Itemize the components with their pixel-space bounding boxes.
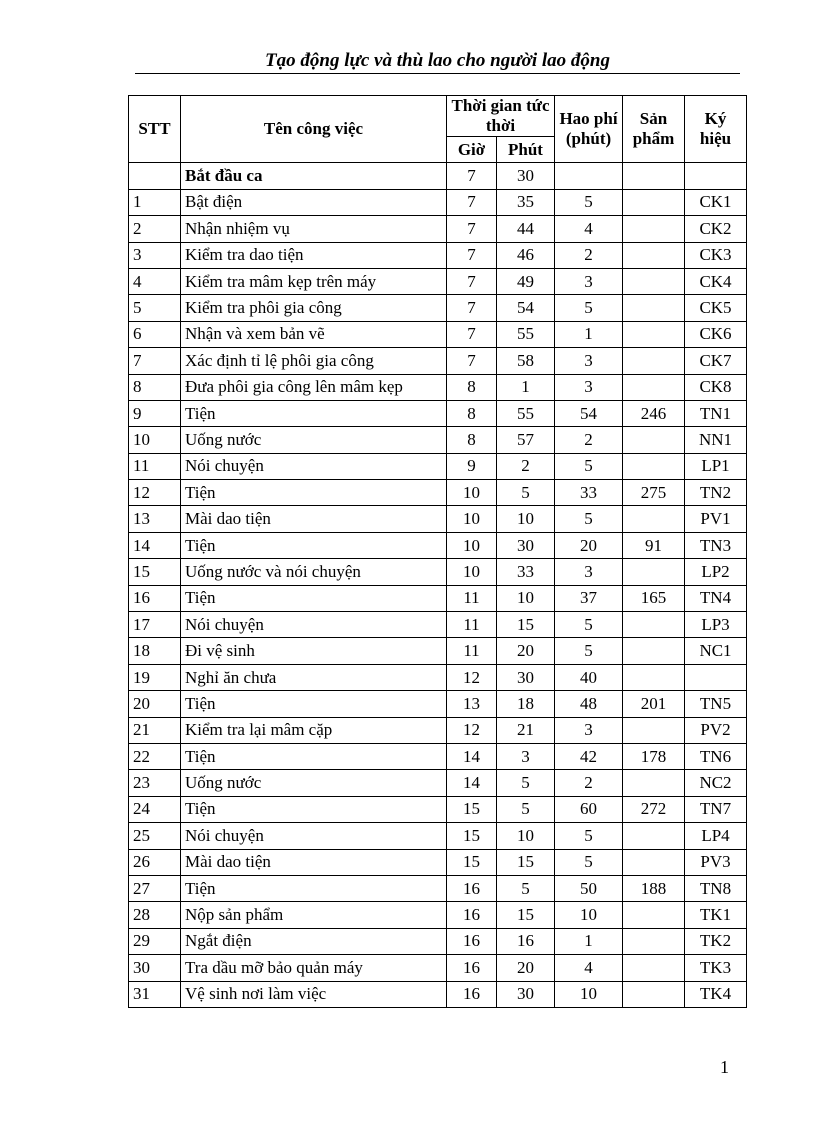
cell-product [623,348,685,374]
table-row [129,242,747,268]
cell-code [685,163,747,189]
table-row [129,823,747,849]
cell-hour: 16 [447,902,497,928]
cell-hour: 11 [447,585,497,611]
cell-code: CK2 [685,216,747,242]
cell-task: Tiện [181,796,447,822]
cell-cost: 50 [555,875,623,901]
cell-hour: 8 [447,427,497,453]
cell-minute: 54 [497,295,555,321]
cell-minute: 5 [497,875,555,901]
cell-code: LP3 [685,612,747,638]
cell-minute: 30 [497,532,555,558]
cell-hour: 13 [447,691,497,717]
table-row [129,796,747,822]
table-row [129,902,747,928]
cell-product [623,664,685,690]
cell-code: TN6 [685,743,747,769]
table-row [129,268,747,294]
cell-code: NN1 [685,427,747,453]
cell-code: CK5 [685,295,747,321]
cell-stt: 25 [129,823,181,849]
cell-task: Uống nước và nói chuyện [181,559,447,585]
cell-minute: 10 [497,506,555,532]
page-number: 1 [720,1057,729,1077]
header-divider [135,73,740,74]
header-row-1 [129,96,747,137]
cell-code: TK4 [685,981,747,1007]
cell-hour: 7 [447,348,497,374]
cell-task: Tra dầu mỡ bảo quản máy [181,955,447,981]
cell-minute: 2 [497,453,555,479]
cell-minute: 16 [497,928,555,954]
cell-hour: 7 [447,321,497,347]
cell-hour: 16 [447,875,497,901]
cell-hour: 10 [447,532,497,558]
cell-task: Nghỉ ăn chưa [181,664,447,690]
cell-hour: 16 [447,955,497,981]
cell-task: Xác định tỉ lệ phôi gia công [181,348,447,374]
cell-code: LP4 [685,823,747,849]
cell-product [623,216,685,242]
cell-minute: 20 [497,955,555,981]
cell-cost [555,163,623,189]
cell-task: Đi vệ sinh [181,638,447,664]
cell-code: TN8 [685,875,747,901]
cell-product [623,189,685,215]
cell-minute: 5 [497,796,555,822]
header-time-group: Thời gian tức thời [447,96,555,137]
table-header [129,96,747,163]
cell-code: TN7 [685,796,747,822]
cell-code: TN5 [685,691,747,717]
cell-code: TN1 [685,400,747,426]
cell-minute: 3 [497,743,555,769]
cell-cost: 5 [555,506,623,532]
cell-task: Tiện [181,585,447,611]
table-row [129,295,747,321]
cell-stt: 3 [129,242,181,268]
cell-product: 272 [623,796,685,822]
cell-hour: 12 [447,664,497,690]
page-header-title: Tạo động lực và thù lao cho người lao động [265,50,610,71]
cell-stt: 30 [129,955,181,981]
cell-task: Nói chuyện [181,453,447,479]
cell-product [623,506,685,532]
cell-stt: 15 [129,559,181,585]
cell-product: 188 [623,875,685,901]
cell-cost: 5 [555,849,623,875]
header-task-name: Tên công việc [181,96,447,163]
table-row [129,374,747,400]
cell-task: Bật điện [181,189,447,215]
cell-code: PV2 [685,717,747,743]
work-time-table [128,95,747,1008]
cell-code: LP1 [685,453,747,479]
cell-stt: 19 [129,664,181,690]
cell-cost: 5 [555,295,623,321]
table-row [129,717,747,743]
cell-code: NC2 [685,770,747,796]
cell-stt [129,163,181,189]
table-row [129,189,747,215]
cell-product [623,268,685,294]
cell-task: Vệ sinh nơi làm việc [181,981,447,1007]
cell-minute: 57 [497,427,555,453]
cell-stt: 14 [129,532,181,558]
cell-stt: 29 [129,928,181,954]
cell-minute: 30 [497,664,555,690]
cell-stt: 13 [129,506,181,532]
cell-cost: 5 [555,612,623,638]
cell-code [685,664,747,690]
cell-task: Kiểm tra dao tiện [181,242,447,268]
cell-minute: 1 [497,374,555,400]
cell-code: LP2 [685,559,747,585]
cell-code: CK3 [685,242,747,268]
cell-cost: 4 [555,955,623,981]
cell-cost: 2 [555,242,623,268]
cell-code: NC1 [685,638,747,664]
cell-minute: 18 [497,691,555,717]
cell-cost: 5 [555,453,623,479]
cell-cost: 60 [555,796,623,822]
cell-product [623,717,685,743]
cell-stt: 22 [129,743,181,769]
cell-stt: 9 [129,400,181,426]
cell-task: Kiểm tra mâm kẹp trên máy [181,268,447,294]
cell-code: TN3 [685,532,747,558]
cell-product: 201 [623,691,685,717]
table-row [129,981,747,1007]
cell-minute: 15 [497,612,555,638]
cell-task: Tiện [181,691,447,717]
cell-cost: 40 [555,664,623,690]
cell-cost: 48 [555,691,623,717]
cell-minute: 15 [497,849,555,875]
cell-task: Uống nước [181,427,447,453]
header-code: Ký hiệu [685,96,747,163]
cell-product [623,427,685,453]
cell-stt: 11 [129,453,181,479]
cell-product: 165 [623,585,685,611]
table-row [129,453,747,479]
cell-minute: 5 [497,770,555,796]
cell-stt: 7 [129,348,181,374]
table-row [129,400,747,426]
cell-task: Nói chuyện [181,612,447,638]
cell-task: Tiện [181,532,447,558]
cell-hour: 14 [447,770,497,796]
cell-product [623,823,685,849]
cell-task: Tiện [181,743,447,769]
cell-hour: 10 [447,480,497,506]
cell-cost: 10 [555,902,623,928]
cell-stt: 4 [129,268,181,294]
cell-task: Đưa phôi gia công lên mâm kẹp [181,374,447,400]
cell-cost: 5 [555,823,623,849]
cell-cost: 3 [555,348,623,374]
cell-product [623,955,685,981]
cell-code: CK6 [685,321,747,347]
cell-task: Nói chuyện [181,823,447,849]
cell-product [623,770,685,796]
cell-hour: 15 [447,796,497,822]
cell-stt: 6 [129,321,181,347]
cell-code: TK1 [685,902,747,928]
cell-task: Ngắt điện [181,928,447,954]
cell-minute: 55 [497,400,555,426]
cell-hour: 11 [447,638,497,664]
cell-cost: 42 [555,743,623,769]
cell-hour: 15 [447,823,497,849]
cell-task: Tiện [181,400,447,426]
cell-hour: 7 [447,295,497,321]
cell-hour: 7 [447,163,497,189]
cell-cost: 1 [555,321,623,347]
cell-cost: 3 [555,374,623,400]
cell-cost: 5 [555,638,623,664]
cell-product [623,638,685,664]
table-row [129,770,747,796]
table-row [129,955,747,981]
table-row [129,216,747,242]
cell-product [623,981,685,1007]
cell-minute: 10 [497,823,555,849]
cell-minute: 46 [497,242,555,268]
cell-hour: 15 [447,849,497,875]
cell-hour: 7 [447,189,497,215]
cell-minute: 49 [497,268,555,294]
table-row [129,928,747,954]
cell-minute: 5 [497,480,555,506]
cell-stt: 10 [129,427,181,453]
cell-code: PV1 [685,506,747,532]
cell-hour: 14 [447,743,497,769]
cell-minute: 30 [497,981,555,1007]
table-row [129,875,747,901]
header-hour: Giờ [447,137,497,163]
cell-product [623,453,685,479]
table-row [129,506,747,532]
table-row [129,638,747,664]
cell-stt: 16 [129,585,181,611]
cell-cost: 2 [555,770,623,796]
cell-cost: 33 [555,480,623,506]
cell-cost: 37 [555,585,623,611]
cell-hour: 10 [447,506,497,532]
header-minute: Phút [497,137,555,163]
cell-minute: 10 [497,585,555,611]
cell-task: Uống nước [181,770,447,796]
cell-task: Bắt đầu ca [181,163,447,189]
cell-stt: 2 [129,216,181,242]
cell-cost: 3 [555,268,623,294]
cell-code: PV3 [685,849,747,875]
cell-code: TK3 [685,955,747,981]
table-row [129,348,747,374]
cell-product [623,902,685,928]
cell-stt: 31 [129,981,181,1007]
cell-hour: 8 [447,374,497,400]
table-row [129,585,747,611]
cell-task: Nhận và xem bản vẽ [181,321,447,347]
cell-minute: 30 [497,163,555,189]
cell-cost: 3 [555,559,623,585]
cell-product [623,928,685,954]
table-row [129,612,747,638]
cell-code: CK7 [685,348,747,374]
cell-cost: 54 [555,400,623,426]
cell-product: 91 [623,532,685,558]
header-product: Sản phẩm [623,96,685,163]
table-row [129,321,747,347]
cell-code: TK2 [685,928,747,954]
cell-stt: 5 [129,295,181,321]
table-row [129,743,747,769]
cell-hour: 16 [447,928,497,954]
cell-product: 275 [623,480,685,506]
cell-hour: 8 [447,400,497,426]
cell-stt: 23 [129,770,181,796]
cell-task: Nộp sản phẩm [181,902,447,928]
cell-hour: 16 [447,981,497,1007]
cell-hour: 7 [447,216,497,242]
cell-stt: 12 [129,480,181,506]
cell-task: Mài dao tiện [181,506,447,532]
cell-stt: 21 [129,717,181,743]
table-row [129,664,747,690]
cell-cost: 2 [555,427,623,453]
cell-stt: 1 [129,189,181,215]
cell-product [623,559,685,585]
cell-stt: 28 [129,902,181,928]
cell-stt: 20 [129,691,181,717]
cell-product [623,374,685,400]
table-row [129,427,747,453]
cell-cost: 3 [555,717,623,743]
cell-code: CK1 [685,189,747,215]
cell-hour: 10 [447,559,497,585]
cell-code: TN4 [685,585,747,611]
start-shift-row [129,163,747,189]
cell-product [623,849,685,875]
table-row [129,559,747,585]
cell-minute: 58 [497,348,555,374]
cell-cost: 5 [555,189,623,215]
cell-product [623,612,685,638]
cell-product: 178 [623,743,685,769]
cell-task: Mài dao tiện [181,849,447,875]
cell-minute: 55 [497,321,555,347]
cell-product [623,295,685,321]
cell-minute: 44 [497,216,555,242]
cell-task: Kiểm tra lại mâm cặp [181,717,447,743]
table-row [129,849,747,875]
cell-hour: 9 [447,453,497,479]
cell-product [623,321,685,347]
cell-cost: 10 [555,981,623,1007]
cell-task: Kiểm tra phôi gia công [181,295,447,321]
cell-minute: 35 [497,189,555,215]
cell-minute: 15 [497,902,555,928]
cell-task: Tiện [181,875,447,901]
cell-minute: 33 [497,559,555,585]
cell-hour: 7 [447,268,497,294]
header-cost-minutes: Hao phí (phút) [555,96,623,163]
table-row [129,691,747,717]
table-body [129,163,747,1008]
cell-product [623,163,685,189]
cell-minute: 20 [497,638,555,664]
cell-stt: 18 [129,638,181,664]
cell-hour: 11 [447,612,497,638]
header-stt: STT [129,96,181,163]
cell-stt: 24 [129,796,181,822]
cell-product [623,242,685,268]
cell-cost: 20 [555,532,623,558]
cell-task: Nhận nhiệm vụ [181,216,447,242]
cell-hour: 12 [447,717,497,743]
cell-task: Tiện [181,480,447,506]
cell-product: 246 [623,400,685,426]
cell-stt: 26 [129,849,181,875]
cell-stt: 17 [129,612,181,638]
table-row [129,532,747,558]
cell-stt: 27 [129,875,181,901]
table-row [129,480,747,506]
cell-code: TN2 [685,480,747,506]
cell-minute: 21 [497,717,555,743]
cell-stt: 8 [129,374,181,400]
cell-code: CK4 [685,268,747,294]
cell-hour: 7 [447,242,497,268]
cell-code: CK8 [685,374,747,400]
cell-cost: 1 [555,928,623,954]
cell-cost: 4 [555,216,623,242]
